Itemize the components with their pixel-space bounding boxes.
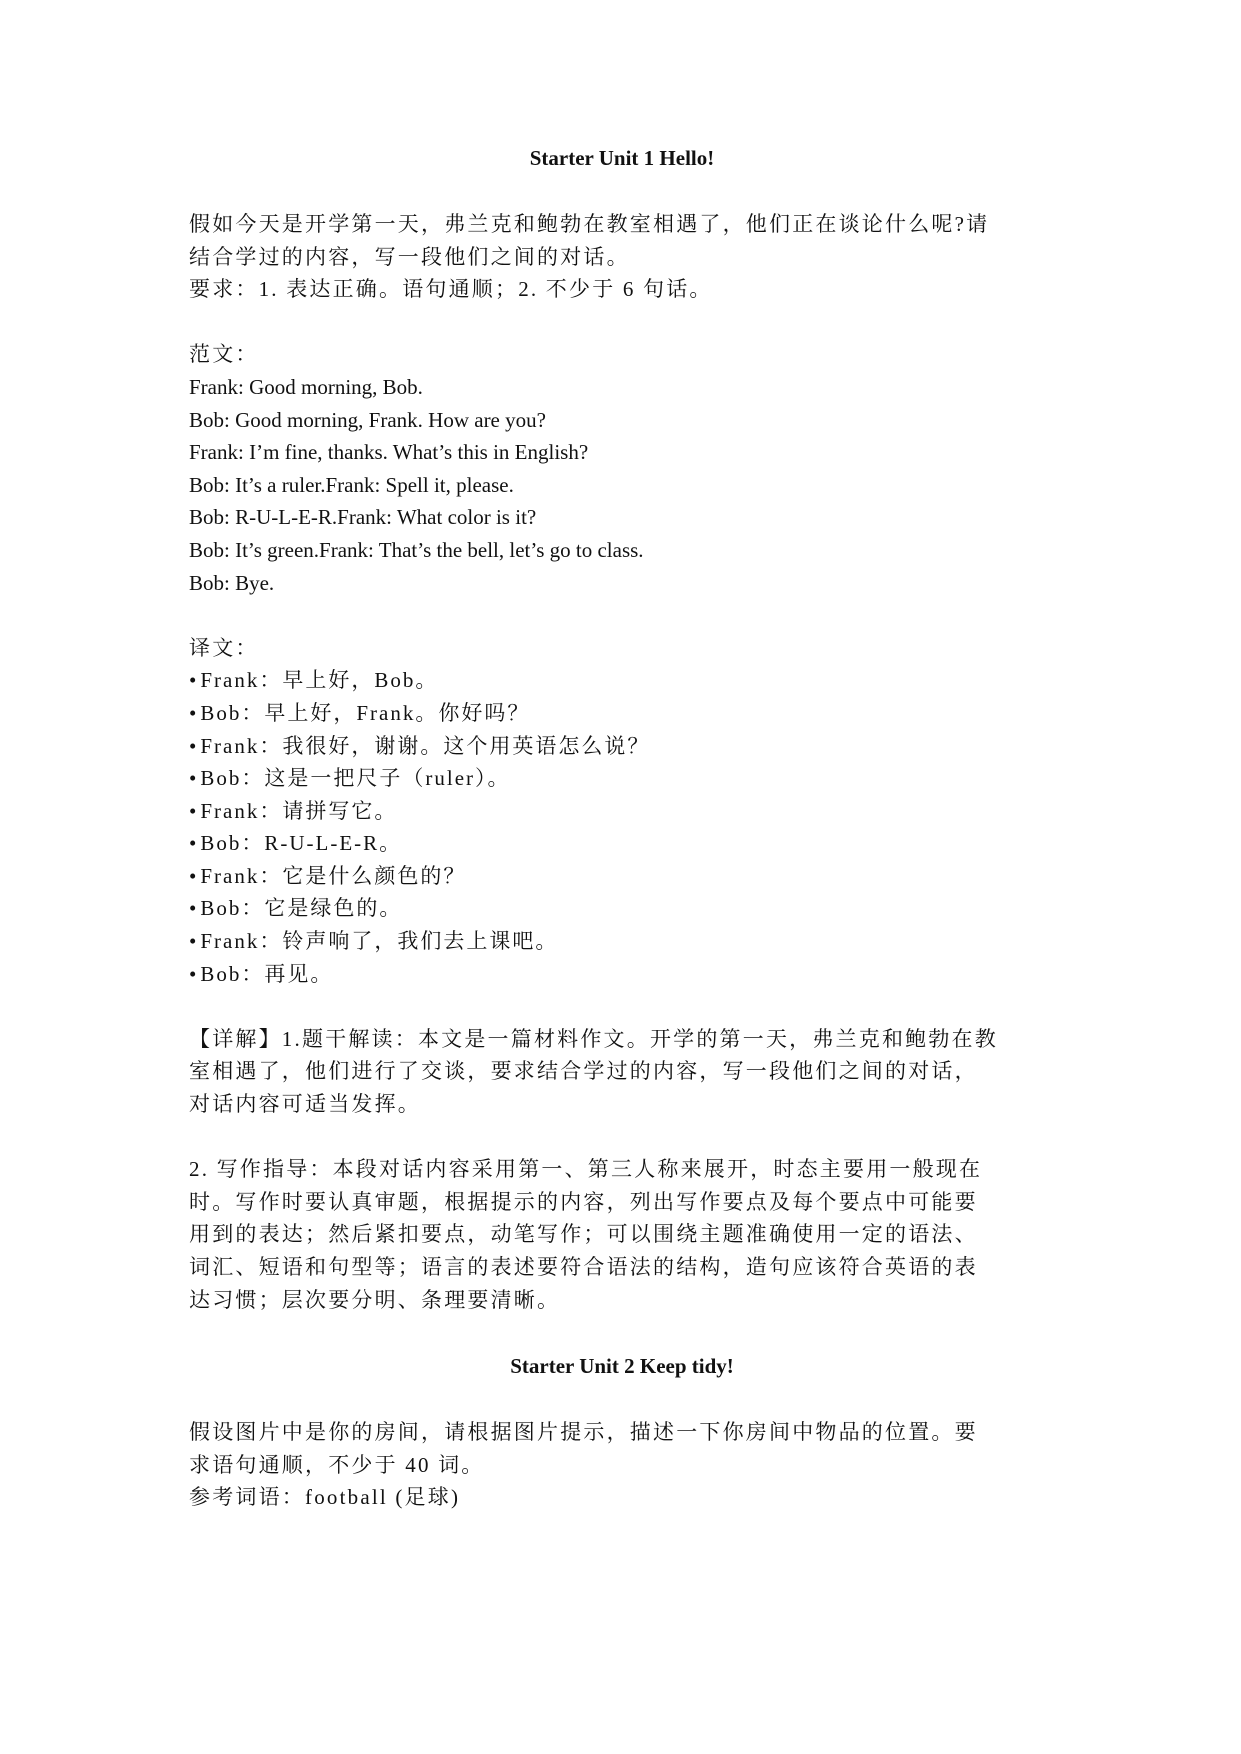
translation-item: • Frank：铃声响了，我们去上课吧。 (189, 929, 559, 954)
translation-item: • Frank：我很好，谢谢。这个用英语怎么说？ (189, 733, 651, 758)
bullet-icon: • (189, 700, 197, 725)
analysis-2-line: 用到的表达；然后紧扣要点，动笔写作；可以围绕主题准确使用一定的语法、 (189, 1222, 978, 1247)
translation-list (189, 664, 1055, 990)
translation-item: • Bob：R-U-L-E-R。 (189, 831, 403, 856)
spacer (189, 306, 1055, 339)
sample-line: Bob: Bye. (189, 570, 275, 595)
unit2-title: Starter Unit 2 Keep tidy! (510, 1354, 734, 1379)
bullet-icon: • (189, 733, 197, 758)
unit2-reference: 参考词语：football (足球) (189, 1485, 461, 1510)
spacer (189, 990, 1055, 1023)
bullet-icon: • (189, 863, 197, 888)
spacer (189, 599, 1055, 632)
sample-line: Frank: Good morning, Bob. (189, 374, 423, 399)
translation-heading: 译文： (189, 635, 259, 660)
unit2-prompt-line: 求语句通顺，不少于 40 词。 (189, 1452, 485, 1477)
spacer (189, 1121, 1055, 1154)
spacer (189, 1382, 1055, 1416)
analysis-2-line: 达习惯；层次要分明、条理要清晰。 (189, 1287, 561, 1312)
analysis-1-line: 对话内容可适当发挥。 (189, 1092, 421, 1117)
translation-item: • Bob：早上好，Frank。你好吗？ (189, 700, 531, 725)
bullet-icon: • (189, 668, 197, 693)
unit2-prompt-line: 假设图片中是你的房间，请根据图片提示，描述一下你房间中物品的位置。要 (189, 1420, 978, 1445)
analysis-1-line: 室相遇了，他们进行了交谈，要求结合学过的内容，写一段他们之间的对话， (189, 1059, 978, 1084)
unit1-requirement: 要求：1. 表达正确。语句通顺；2. 不少于 6 句话。 (189, 277, 713, 302)
unit1-prompt-line: 假如今天是开学第一天，弗兰克和鲍勃在教室相遇了，他们正在谈论什么呢?请 (189, 212, 990, 236)
sample-line: Frank: I’m fine, thanks. What’s this in English? (189, 440, 589, 465)
sample-line: Bob: Good morning, Frank. How are you? (189, 407, 546, 432)
translation-item: • Frank：它是什么颜色的？ (189, 863, 467, 888)
document-page (189, 142, 1055, 1514)
translation-item: • Frank：早上好，Bob。 (189, 668, 439, 693)
sample-line: Bob: R-U-L-E-R.Frank: What color is it? (189, 505, 537, 530)
translation-item: • Bob：再见。 (189, 961, 334, 986)
analysis-1-line: 【详解】1.题干解读：本文是一篇材料作文。开学的第一天，弗兰克和鲍勃在教 (189, 1026, 998, 1051)
bullet-icon: • (189, 929, 197, 954)
translation-item: • Bob：这是一把尺子（ruler）。 (189, 766, 511, 791)
bullet-icon: • (189, 798, 197, 823)
bullet-icon: • (189, 896, 197, 921)
bullet-icon: • (189, 766, 197, 791)
analysis-2-line: 时。写作时要认真审题，根据提示的内容，列出写作要点及每个要点中可能要 (189, 1189, 978, 1214)
sample-line: Bob: It’s a ruler.Frank: Spell it, please. (189, 472, 514, 497)
translation-item: • Bob：它是绿色的。 (189, 896, 403, 921)
sample-heading: 范文： (189, 342, 259, 367)
unit1-prompt-line: 结合学过的内容，写一段他们之间的对话。 (189, 244, 630, 269)
unit1-title: Starter Unit 1 Hello! (529, 146, 715, 170)
bullet-icon: • (189, 831, 197, 856)
bullet-icon: • (189, 961, 197, 986)
analysis-2-line: 2. 写作指导：本段对话内容采用第一、第三人称来展开，时态主要用一般现在 (189, 1157, 983, 1182)
sample-line: Bob: It’s green.Frank: That’s the bell, let’s go to class. (189, 537, 644, 562)
translation-item: • Frank：请拼写它。 (189, 798, 398, 823)
analysis-2-line: 词汇、短语和句型等；语言的表述要符合语法的结构，造句应该符合英语的表 (189, 1255, 978, 1279)
spacer (189, 174, 1055, 208)
spacer (189, 1316, 1055, 1350)
